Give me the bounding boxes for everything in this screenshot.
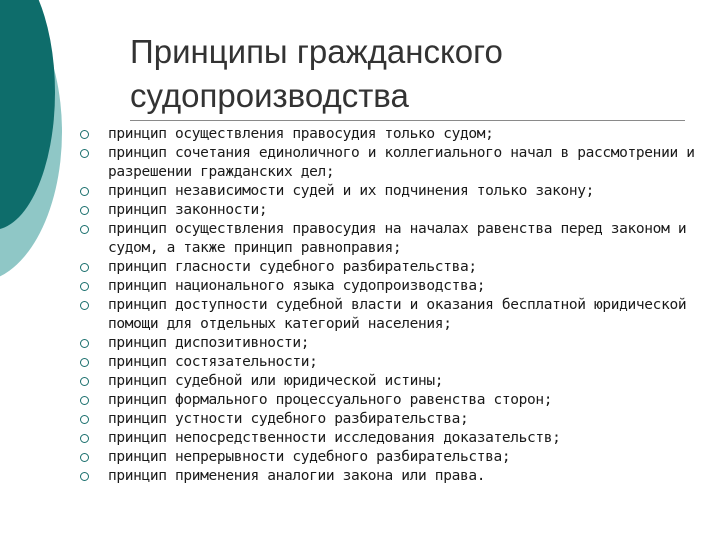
hollow-circle-icon: [80, 149, 89, 158]
hollow-circle-icon: [80, 453, 89, 462]
list-item: [80, 182, 700, 201]
list-item-text: принцип применения аналогии закона или права.: [108, 468, 486, 484]
list-item: [80, 144, 700, 182]
list-item-text: принцип гласности судебного разбирательства;: [108, 259, 477, 275]
hollow-circle-icon: [80, 415, 89, 424]
list-item-text: принцип судебной или юридической истины;: [108, 373, 444, 389]
list-item: [80, 201, 700, 220]
list-item-text: принцип сочетания единоличного и коллегиального начал в рассмотрении и разрешении гражданских дел;: [108, 145, 695, 180]
list-item: [80, 467, 700, 486]
list-item-text: принцип осуществления правосудия на началах равенства перед законом и судом, а также принцип равноправия;: [108, 221, 687, 256]
hollow-circle-icon: [80, 225, 89, 234]
hollow-circle-icon: [80, 472, 89, 481]
principles-list: [80, 125, 700, 486]
list-item: [80, 220, 700, 258]
slide-title: [130, 30, 650, 118]
list-item-text: принцип осуществления правосудия только судом;: [108, 126, 494, 142]
hollow-circle-icon: [80, 358, 89, 367]
list-item: [80, 448, 700, 467]
list-item: [80, 334, 700, 353]
list-item: [80, 258, 700, 277]
title-line-2: судопроизводства: [130, 77, 409, 114]
list-item: [80, 353, 700, 372]
list-item-text: принцип устности судебного разбирательства;: [108, 411, 469, 427]
title-line-1: Принципы гражданского: [130, 33, 503, 70]
list-item-text: принцип состязательности;: [108, 354, 318, 370]
list-item: [80, 296, 700, 334]
hollow-circle-icon: [80, 187, 89, 196]
hollow-circle-icon: [80, 282, 89, 291]
list-item: [80, 125, 700, 144]
list-item: [80, 372, 700, 391]
list-item-text: принцип законности;: [108, 202, 268, 218]
hollow-circle-icon: [80, 377, 89, 386]
hollow-circle-icon: [80, 339, 89, 348]
list-item-text: принцип национального языка судопроизводства;: [108, 278, 486, 294]
hollow-circle-icon: [80, 263, 89, 272]
hollow-circle-icon: [80, 434, 89, 443]
hollow-circle-icon: [80, 130, 89, 139]
list-item: [80, 391, 700, 410]
list-item: [80, 277, 700, 296]
title-divider: [130, 120, 685, 121]
list-item-text: принцип непрерывности судебного разбирательства;: [108, 449, 511, 465]
list-item: [80, 410, 700, 429]
list-item-text: принцип непосредственности исследования доказательств;: [108, 430, 561, 446]
list-item-text: принцип доступности судебной власти и оказания бесплатной юридической помощи для отдельных категорий населения;: [108, 297, 687, 332]
hollow-circle-icon: [80, 206, 89, 215]
list-item-text: принцип независимости судей и их подчинения только закону;: [108, 183, 595, 199]
hollow-circle-icon: [80, 396, 89, 405]
hollow-circle-icon: [80, 301, 89, 310]
list-item-text: принцип диспозитивности;: [108, 335, 310, 351]
list-item: [80, 429, 700, 448]
list-item-text: принцип формального процессуального равенства сторон;: [108, 392, 553, 408]
